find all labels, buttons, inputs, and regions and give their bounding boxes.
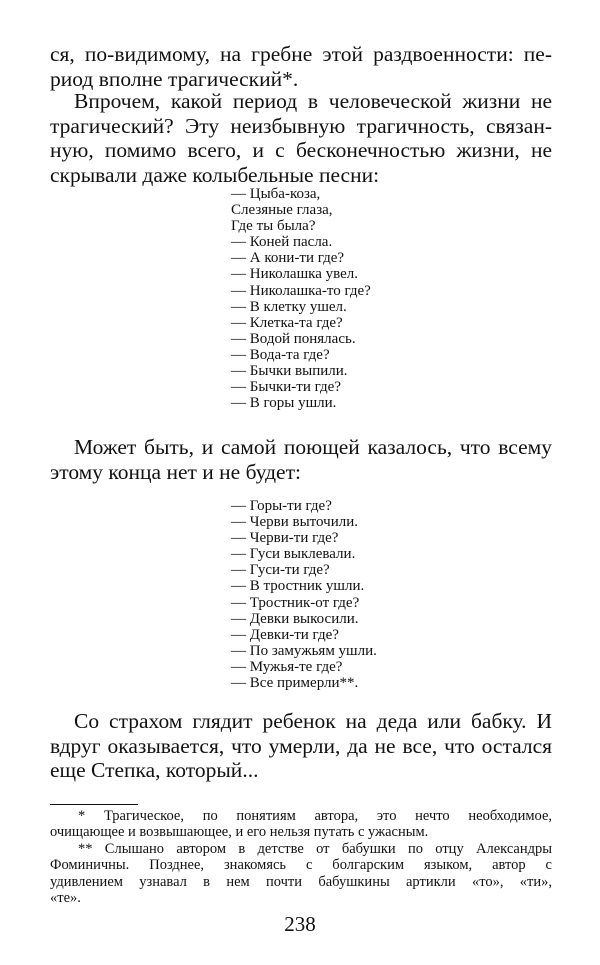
verse-line: — Девки выкосили. xyxy=(231,610,359,627)
verse-line: — Николашка увел. xyxy=(231,266,358,283)
footnote-line: Фоминичны. Позднее, знакомясь с болгарским языком, автор с xyxy=(50,857,552,874)
intro-paragraph xyxy=(50,42,552,91)
footnote-1 xyxy=(50,808,552,841)
verse-line: — Все примерли**. xyxy=(231,675,359,692)
verse-line: — В горы ушли. xyxy=(231,395,337,412)
lullaby-verse-1 xyxy=(231,186,371,411)
footnote-line: * Трагическое, по понятиям автора, это нечто необходимое, xyxy=(78,808,552,824)
verse-line: — Водой понялась. xyxy=(231,330,356,347)
verse-line: — В тростник ушли. xyxy=(231,578,365,595)
text-line: риод вполне трагический*. xyxy=(50,66,299,91)
verse-line: — Вода-та где? xyxy=(231,346,330,363)
verse-line: — Горы-ти где? xyxy=(231,498,332,514)
footnote-line: очищающее и возвышающее, и его нельзя путать с ужасным. xyxy=(50,824,429,841)
verse-line: Слезяные глаза, xyxy=(231,202,333,219)
verse-line: Где ты была? xyxy=(231,218,316,235)
text-line: еще Степка, который... xyxy=(50,758,259,782)
text-line: ную, помимо всего, и с бесконечностью жизни, не xyxy=(50,138,552,162)
footnote-divider xyxy=(50,804,138,805)
verse-line: — Цыба-коза, xyxy=(231,186,321,202)
verse-line: — Коней пасла. xyxy=(231,234,333,251)
verse-line: — Девки-ти где? xyxy=(231,626,339,643)
verse-line: — Гуси выклевали. xyxy=(231,546,356,563)
footnote-line: «те». xyxy=(50,890,81,907)
verse-line: — Бычки выпили. xyxy=(231,363,348,380)
text-line: трагический? Эту неизбывную трагичность, связан- xyxy=(50,113,552,138)
verse-line: — Черви выточили. xyxy=(231,514,358,531)
paragraph-lullaby-intro xyxy=(50,89,552,187)
paragraph-child xyxy=(50,709,552,783)
lullaby-verse-2 xyxy=(231,498,377,691)
verse-line: — Николашка-то где? xyxy=(231,282,371,299)
verse-line: — Черви-ти где? xyxy=(231,530,339,547)
text-line: этому конца нет и не будет: xyxy=(50,459,301,484)
paragraph-singer xyxy=(50,435,552,484)
verse-line: — По замужьям ушли. xyxy=(231,642,377,659)
text-line: вдруг оказывается, что умерли, да не все, что остался xyxy=(50,733,552,758)
text-line: Со страхом глядит ребенок на деда или бабку. И xyxy=(74,709,552,733)
verse-line: — Клетка-та где? xyxy=(231,314,343,331)
footnote-2 xyxy=(50,841,552,907)
verse-line: — Мужья-те где? xyxy=(231,658,343,675)
verse-line: — Бычки-ти где? xyxy=(231,379,341,396)
footnote-line: удивлением узнавал в нем почти бабушкины артикли «то», «ти», xyxy=(50,873,552,890)
verse-line: — А кони-ти где? xyxy=(231,250,345,267)
page-number: 238 xyxy=(284,912,316,936)
text-line: Впрочем, какой период в человеческой жизни не xyxy=(74,89,552,113)
verse-line: — Тростник-от где? xyxy=(231,594,360,611)
text-line: ся, по-видимому, на гребне этой раздвоенности: пе- xyxy=(50,42,552,66)
text-line: скрывали даже колыбельные песни: xyxy=(50,162,380,187)
verse-line: — В клетку ушел. xyxy=(231,298,347,315)
footnote-line: ** Слышано автором в детстве от бабушки по отцу Александры xyxy=(78,841,552,857)
text-line: Может быть, и самой поющей казалось, что всему xyxy=(74,435,552,459)
verse-line: — Гуси-ти где? xyxy=(231,562,330,579)
